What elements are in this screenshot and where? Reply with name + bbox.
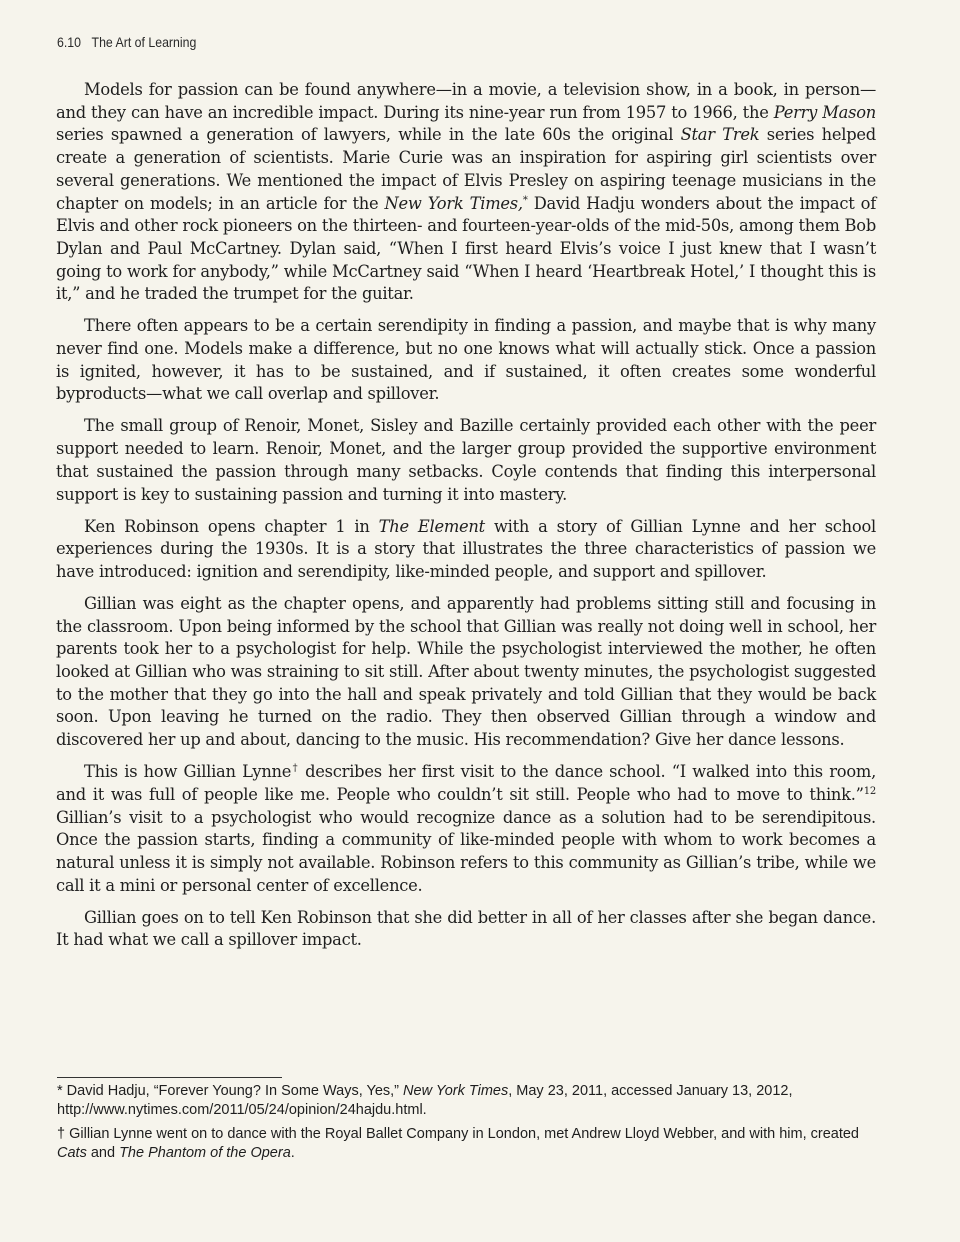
footnote-1 — [57, 1082, 887, 1119]
footnote-marker[interactable]: † — [291, 763, 299, 775]
italic-title: New York Times, — [384, 193, 523, 213]
italic-title: Cats — [57, 1144, 87, 1161]
page-number: 6.10 — [57, 34, 81, 50]
body-text — [56, 79, 876, 961]
italic-title: Perry Mason — [773, 102, 876, 122]
paragraph-6 — [56, 761, 876, 897]
paragraph-1 — [56, 79, 876, 306]
running-header — [57, 34, 196, 50]
paragraph-7: Gillian goes on to tell Ken Robinson that she did better in all of her classes after she began dance. It had what we call a spillover impact. — [56, 907, 876, 950]
endnote-reference[interactable]: 12 — [863, 785, 876, 797]
footnotes — [57, 1082, 887, 1168]
italic-title: Star Trek — [680, 125, 760, 145]
text-run: This is how Gillian Lynne — [84, 762, 292, 782]
paragraph-2: There often appears to be a certain serendipity in finding a passion, and maybe that is why many never find one. Models make a difference, but no one knows what will actually stick. Once a passion is ignited, however, it has to be sustained, and if sustained, it often creates some wonderful byproducts—what we call overlap and spillover. — [56, 316, 876, 404]
text-run: with a story of Gillian Lynne and her school experiences during the 1930s. It is a story that illustrates the three characteristics of passion we have introduced: ignition and serendipity, like-minded people, and support and spillover. — [56, 516, 876, 581]
paragraph-4 — [56, 516, 876, 584]
italic-title: New York Times — [403, 1083, 509, 1099]
text-run: Ken Robinson opens chapter 1 in — [84, 516, 379, 536]
text-run: Models for passion can be found anywhere—in a movie, a television show, in a book, in person—and they can have an incredible impact. During its nine-year run from 1957 to 1966, the — [56, 80, 876, 122]
text-run: . — [290, 1144, 295, 1161]
footnote-divider — [57, 1077, 282, 1078]
text-run: series spawned a generation of lawyers, while in the late 60s the original — [56, 125, 681, 145]
paragraph-3: The small group of Renoir, Monet, Sisley and Bazille certainly provided each other with the peer support needed to learn. Renoir, Monet, and the larger group provided the supportive environment that sustained the passion through many setbacks. Coyle contends that finding this interpersonal support is key to sustaining passion and turning it into mastery. — [56, 416, 876, 504]
book-title: The Art of Learning — [91, 34, 197, 50]
footnote-2 — [57, 1125, 887, 1162]
italic-title: The Element — [378, 516, 485, 536]
text-run: † Gillian Lynne went on to dance with the Royal Ballet Company in London, met Andrew Lloyd Webber, and with him, created — [57, 1126, 859, 1142]
text-run: Gillian’s visit to a psychologist who would recognize dance as a solution had to be serendipitous. Once the passion starts, finding a community of like-minded people with whom to work becomes a natural unless it is simply not available. Robinson refers to this community as Gillian’s tribe, while we call it a mini or personal center of excellence. — [56, 807, 876, 895]
text-run: series helped create a generation of scientists. Marie Curie was an inspiration for aspiring girl scientists over several generations. We mentioned the impact of Elvis Presley on aspiring teenage musicians in the chapter on models; in an article for the — [56, 125, 876, 213]
text-run: and — [86, 1144, 120, 1161]
text-run: David Hadju wonders about the impact of Elvis and other rock pioneers on the thirteen- and fourteen-year-olds of the mid-50s, among them Bob Dylan and Paul McCartney. Dylan said, “When I first heard Elvis’s voice I just knew that I wasn’t going to work for anybody,” while McCartney said “When I heard ‘Heartbreak Hotel,’ I thought this is it,” and he traded the trumpet for the guitar. — [56, 193, 877, 304]
text-run: , May 23, 2011, accessed January 13, 2012, http://www.nytimes.com/2011/05/24/opinion/24hajdu.html. — [57, 1083, 793, 1118]
text-run: * David Hadju, “Forever Young? In Some Ways, Yes,” — [57, 1083, 404, 1099]
paragraph-5: Gillian was eight as the chapter opens, and apparently had problems sitting still and focusing in the classroom. Upon being informed by the school that Gillian was really not doing well in school, her parents took her to a psychologist for help. While the psychologist interviewed the mother, he often looked at Gillian who was straining to sit still. After about twenty minutes, the psychologist suggested to the mother that they go into the hall and speak privately and told Gillian that they would be back soon. Upon leaving he turned on the radio. They then observed Gillian through a window and discovered her up and about, dancing to the music. His recommendation? Give her dance lessons. — [56, 593, 876, 750]
text-run: describes her first visit to the dance school. “I walked into this room, and it was full of people like me. People who couldn’t sit still. People who had to move to think.” — [56, 762, 876, 804]
footnote-marker[interactable]: * — [522, 194, 528, 206]
italic-title: The Phantom of the Opera — [119, 1144, 291, 1161]
